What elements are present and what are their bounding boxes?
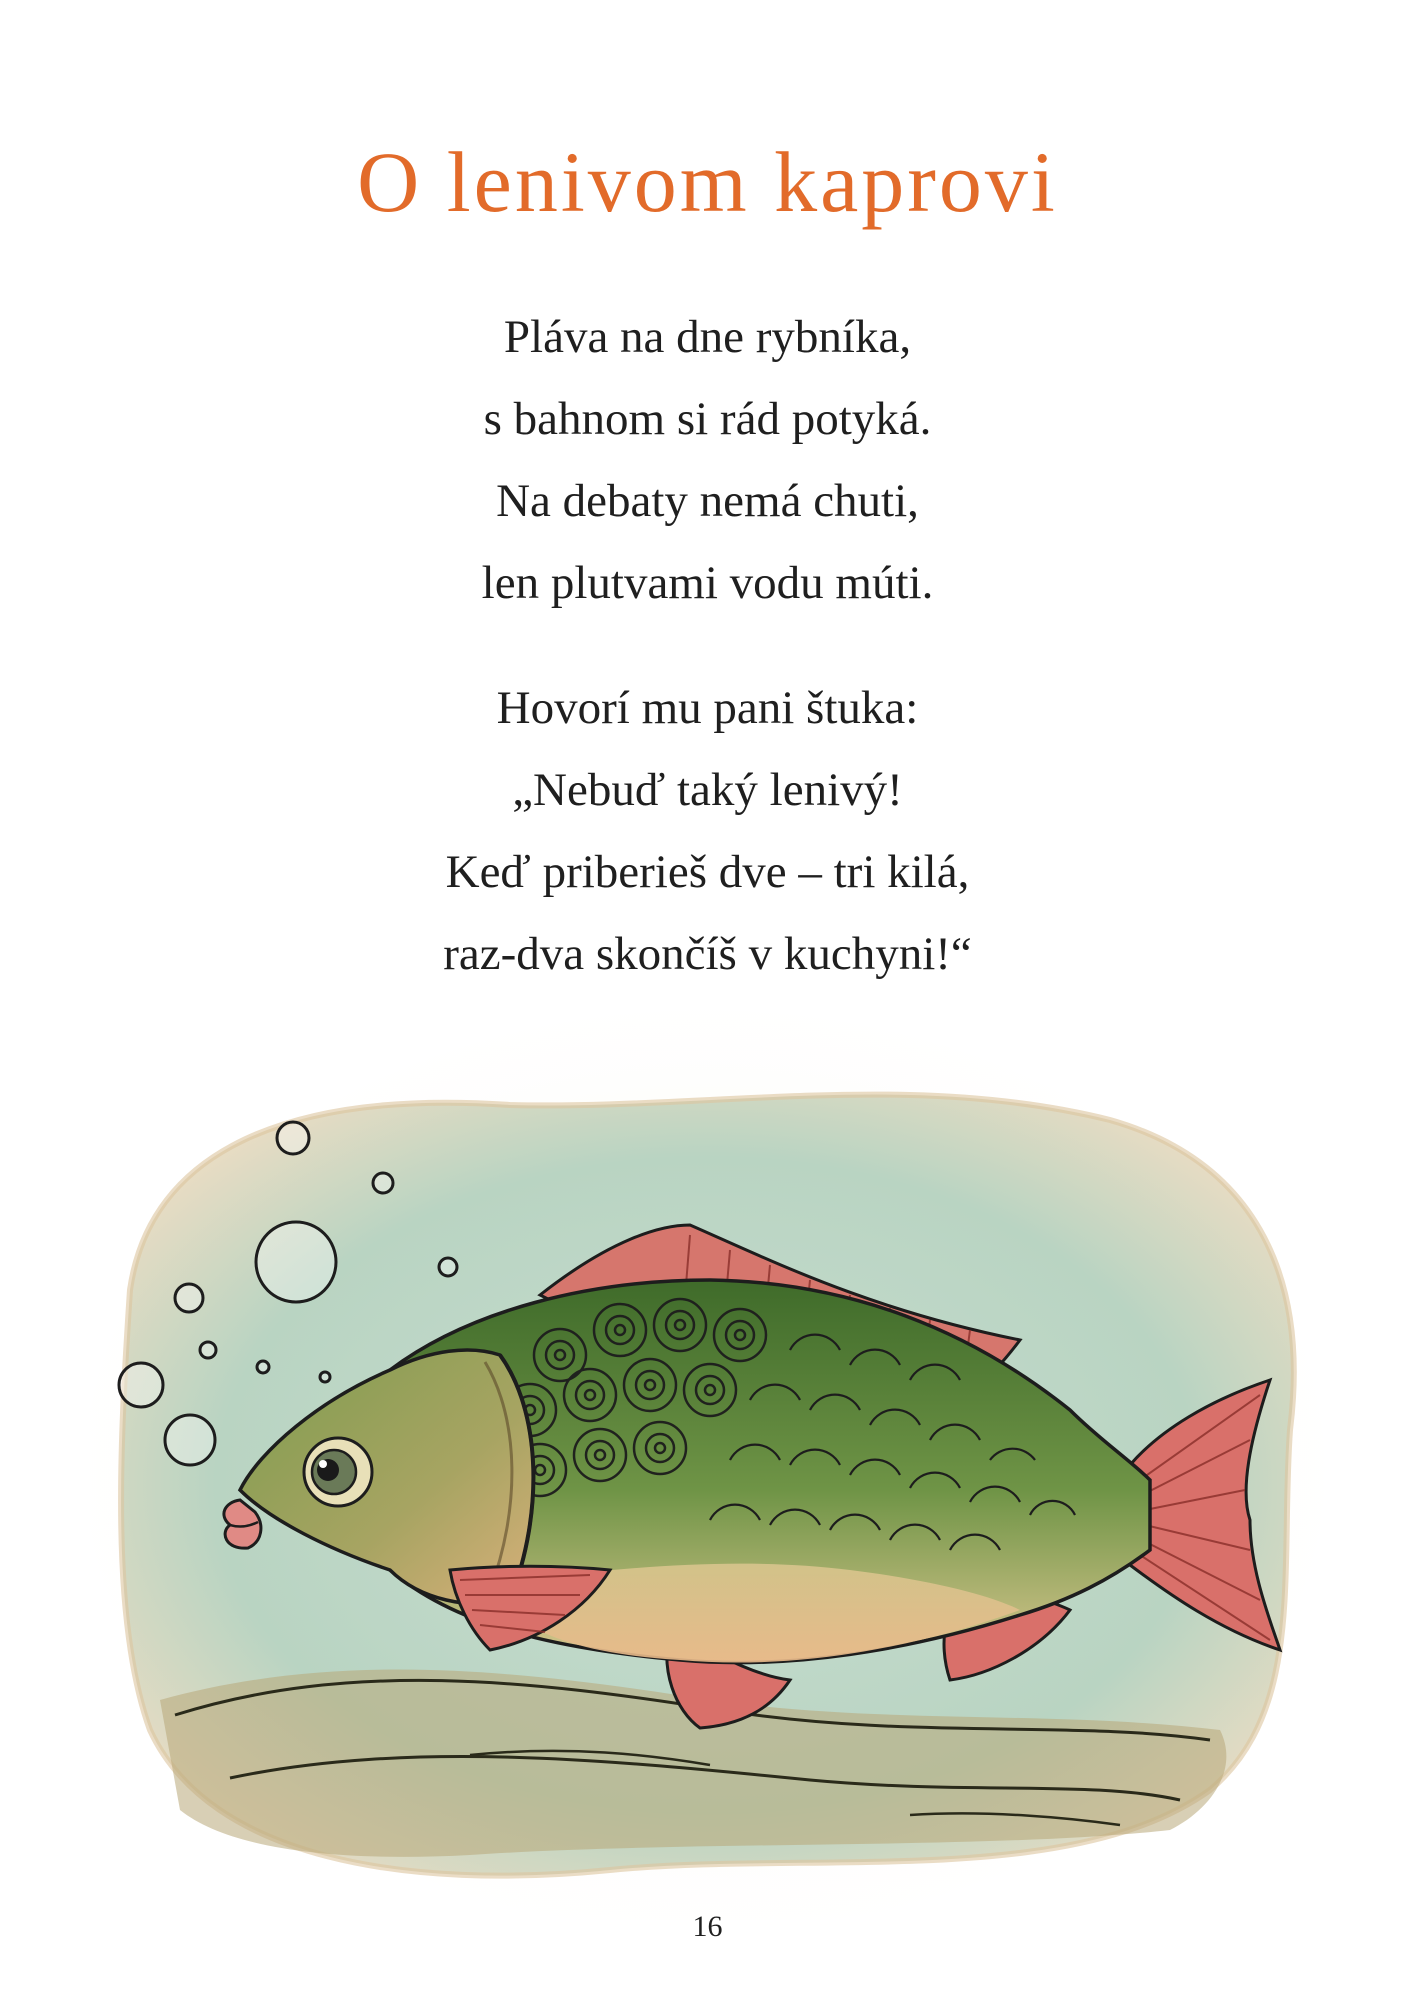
stanza-1	[0, 296, 1415, 624]
stanza-2	[0, 667, 1415, 995]
carp-illustration	[90, 1010, 1325, 1920]
poem-line: raz-dva skončíš v kuchyni!“	[443, 928, 972, 980]
poem-line: s bahnom si rád potyká.	[483, 393, 932, 445]
poem-line: Pláva na dne rybníka,	[503, 311, 912, 363]
poem-title: O lenivom kaprovi	[357, 134, 1058, 230]
page-number: 16	[692, 1910, 723, 1943]
poem-line: „Nebuď taký lenivý!	[512, 764, 903, 816]
fish-eye	[304, 1438, 372, 1506]
poem-line: Na debaty nemá chuti,	[496, 475, 919, 527]
poem-line: Keď priberieš dve – tri kilá,	[445, 846, 970, 898]
poem-line: len plutvami vodu múti.	[481, 557, 934, 609]
poem-line: Hovorí mu pani štuka:	[496, 682, 919, 734]
